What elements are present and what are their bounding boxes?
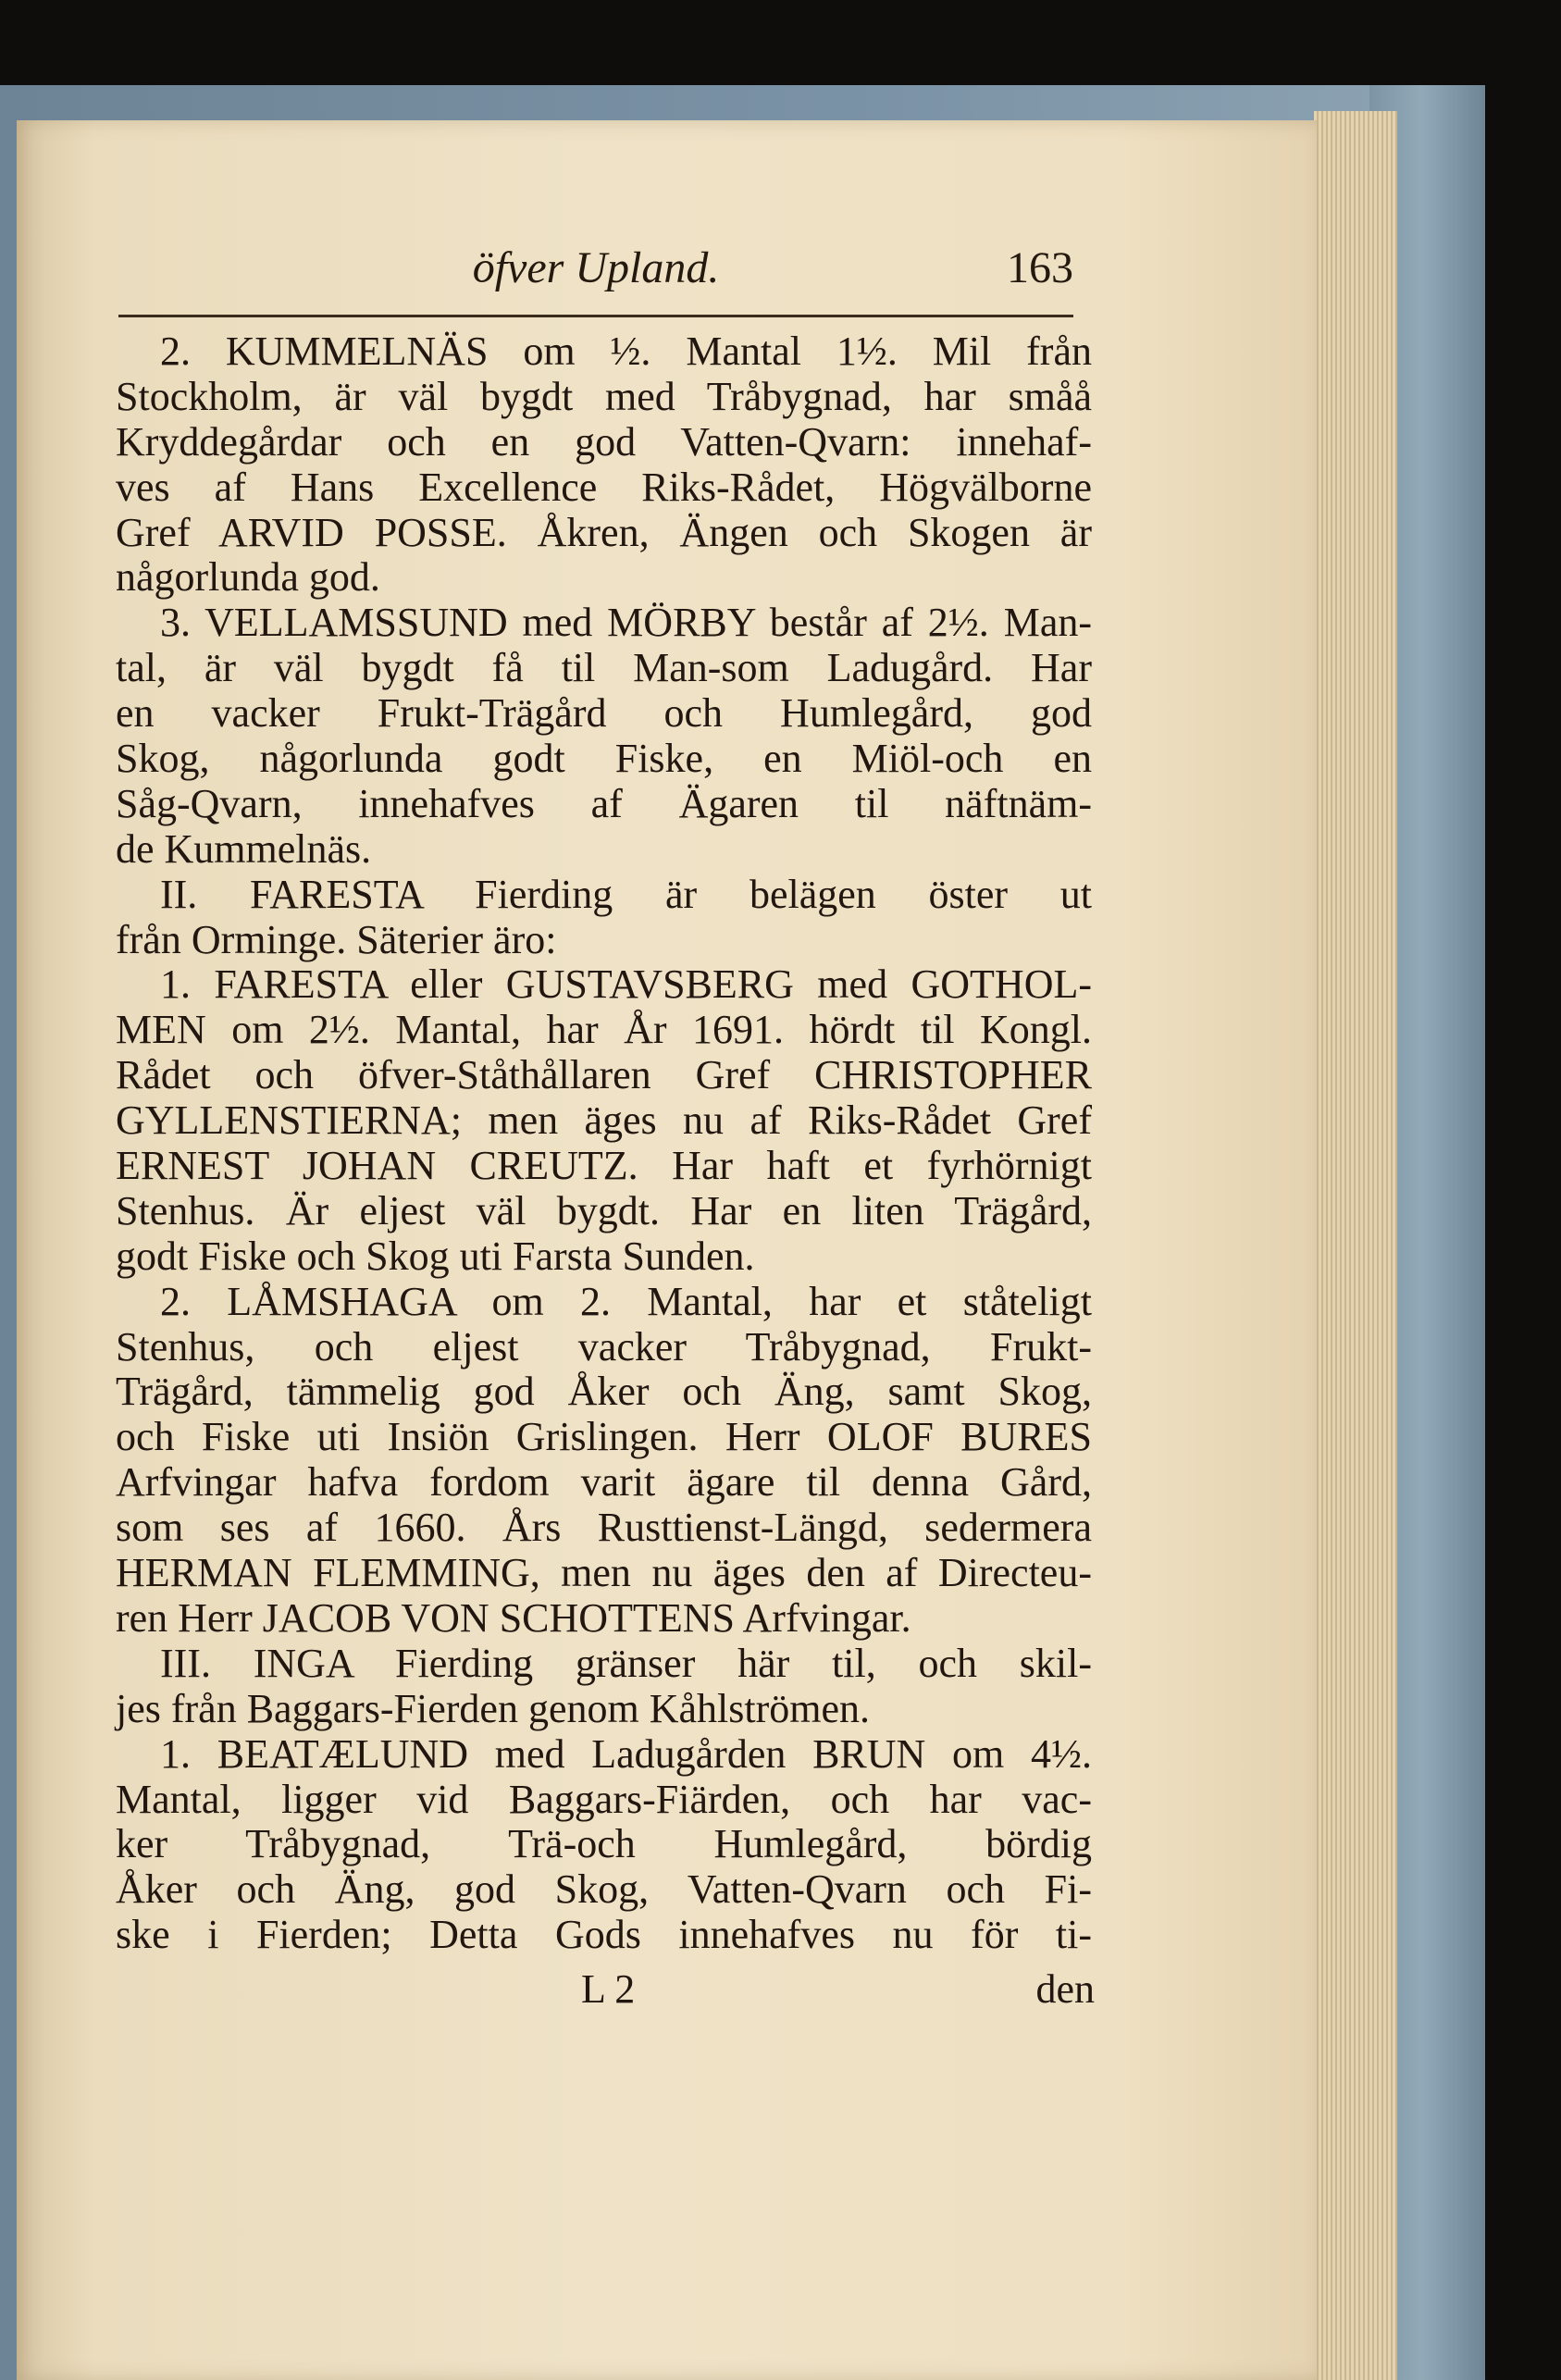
text-line: Såg-Qvarn, innehafves af Ägaren til näftnäm- [116,780,1092,826]
text-line: 2. KUMMELNÄS om ½. Mantal 1½. Mil från [160,328,1092,374]
text-line: Gref ARVID POSSE. Åkren, Ängen och Skogen är [116,509,1092,555]
text-line: 2. LÅMSHAGA om 2. Mantal, har et ståteligt [160,1278,1092,1324]
text-line: HERMAN FLEMMING, men nu äges den af Directeu- [116,1550,1092,1596]
text-line: Åker och Äng, god Skog, Vatten-Qvarn och Fi- [116,1866,1092,1913]
catchword: den [1035,1966,1095,2012]
text-line: ERNEST JOHAN CREUTZ. Har haft et fyrhörnigt [116,1143,1092,1189]
text-line: 1. BEATÆLUND med Ladugården BRUN om 4½. [160,1730,1092,1777]
text-line: Stenhus, och eljest vacker Tråbygnad, Frukt- [116,1323,1092,1370]
text-line: någorlunda god. [116,554,380,601]
text-line: ren Herr JACOB VON SCHOTTENS Arfvingar. [116,1594,911,1641]
text-line: ves af Hans Excellence Riks-Rådet, Högvälborne [116,464,1092,510]
text-line: jes från Baggars-Fierden genom Kåhlströmen. [116,1685,870,1731]
text-line: Trägård, tämmelig god Åker och Äng, samt Skog, [116,1369,1092,1415]
signature-mark: L 2 [581,1966,636,2012]
text-line: Rådet och öfver-Ståthållaren Gref CHRISTOPHER [116,1052,1092,1098]
text-line: ske i Fierden; Detta Gods innehafves nu för ti- [116,1912,1092,1958]
text-line: ker Tråbygnad, Trä-och Humlegård, bördig [116,1821,1092,1867]
text-line: GYLLENSTIERNA; men äges nu af Riks-Rådet Gref [116,1097,1092,1144]
body-text [116,329,1092,1958]
text-line: 1. FARESTA eller GUSTAVSBERG med GOTHOL- [160,961,1092,1008]
text-line: Mantal, ligger vid Baggars-Fiärden, och har vac- [116,1776,1092,1822]
text-line: Arfvingar hafva fordom varit ägare til denna Gård, [116,1459,1092,1506]
text-line: 3. VELLAMSSUND med MÖRBY består af 2½. Man- [160,600,1092,646]
text-line: som ses af 1660. Års Rusttienst-Längd, sedermera [116,1505,1092,1551]
text-line: Skog, någorlunda godt Fiske, en Miöl-och en [116,736,1092,782]
page-edges [1314,111,1397,2380]
text-line: MEN om 2½. Mantal, har År 1691. hördt til Kongl. [116,1007,1092,1053]
text-line: från Orminge. Säterier äro: [116,916,557,962]
running-title: öfver Upland. [472,243,720,292]
page-number: 163 [1007,243,1073,292]
text-line: godt Fiske och Skog uti Farsta Sunden. [116,1233,755,1279]
page-footer [118,1965,1095,2014]
text-line: III. INGA Fierding gränser här til, och skil- [160,1640,1092,1686]
page-header [118,242,1073,316]
text-line: Stockholm, är väl bygdt med Tråbygnad, har småå [116,373,1092,419]
text-line: II. FARESTA Fierding är belägen öster ut [160,871,1092,917]
header-rule [118,315,1073,317]
text-line: de Kummelnäs. [116,825,372,872]
text-line: Kryddegårdar och en god Vatten-Qvarn: innehaf- [116,418,1092,465]
text-line: en vacker Frukt-Trägård och Humlegård, god [116,690,1092,737]
text-line: Stenhus. Är eljest väl bygdt. Har en liten Trägård, [116,1187,1092,1233]
text-line: tal, är väl bygdt få til Man-som Ladugård. Har [116,645,1092,691]
text-line: och Fiske uti Insiön Grislingen. Herr OLOF BURES [116,1414,1092,1460]
